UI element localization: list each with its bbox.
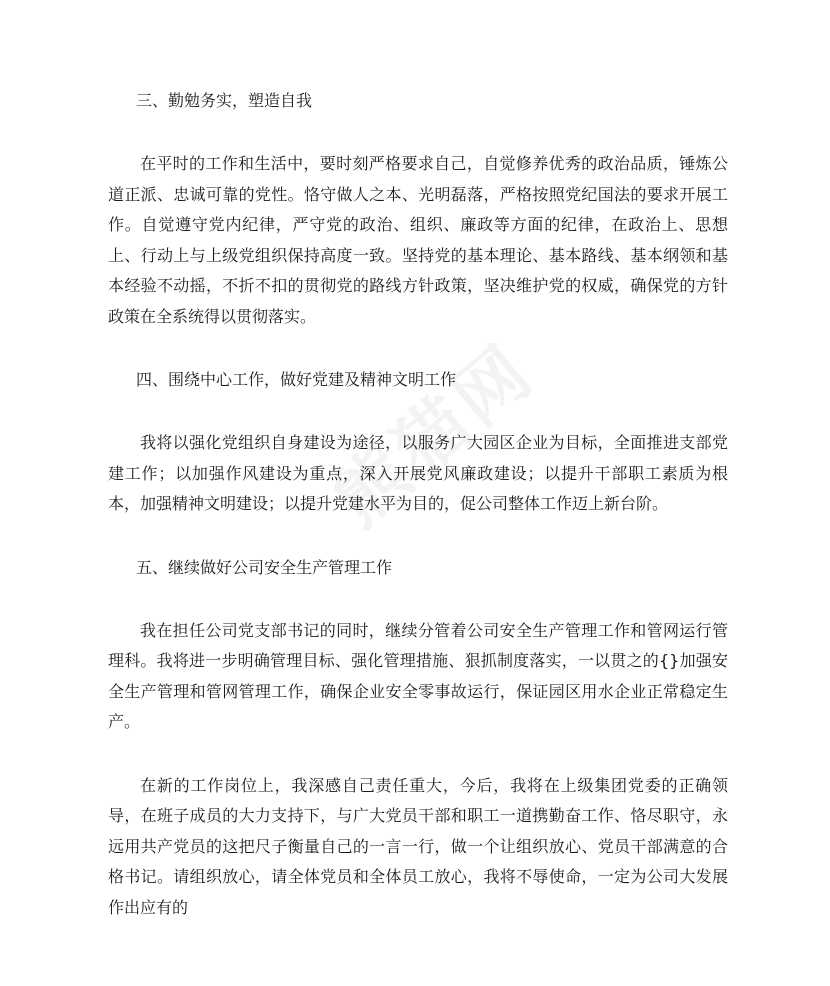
closing-paragraph: 在新的工作岗位上，我深感自己责任重大，今后，我将在上级集团党委的正确领导，在班子成员的大力支持下，与广大党员干部和职工一道携勤奋工作、恪尽职守，永远用共产党员的这把尺子衡量自己的一言一行，做一个让组织放心、党员干部满意的合格书记。请组织放心，请全体党员和全体员工放心，我将不辱使命，一定为公司大发展作出应有的: [108, 775, 728, 917]
section-heading-3: 三、勤勉务实，塑造自我: [136, 91, 313, 110]
section-4-paragraph: 我将以强化党组织自身建设为途径，以服务广大园区企业为目标，全面推进支部党建工作；以加强作风建设为重点，深入开展党风廉政建设；以提升干部职工素质为根本，加强精神文明建设；以提升党建水平为目的，促公司整体工作迈上新台阶。: [108, 433, 728, 513]
document-body: [108, 86, 728, 923]
section-5-paragraph: 我在担任公司党支部书记的同时，继续分管着公司安全生产管理工作和管网运行管理科。我将进一步明确管理目标、强化管理措施、狠抓制度落实，一以贯之的{}加强安全生产管理和管网管理工作，确保企业安全零事故运行，保证园区用水企业正常稳定生产。: [108, 620, 728, 731]
section-heading-5: 五、继续做好公司安全生产管理工作: [136, 557, 393, 577]
section-heading-4: 四、围绕中心工作，做好党建及精神文明工作: [136, 370, 457, 389]
section-3-paragraph: 在平时的工作和生活中，要时刻严格要求自己，自觉修养优秀的政治品质，锤炼公道正派、忠诚可靠的党性。恪守做人之本、光明磊落，严格按照党纪国法的要求开展工作。自觉遵守党内纪律，严守党的政治、组织、廉政等方面的纪律，在政治上、思想上、行动上与上级党组织保持高度一致。坚持党的基本理论、基本路线、基本纲领和基本经验不动摇，不折不扣的贯彻党的路线方针政策，坚决维护党的权威，确保党的方针政策在全系统得以贯彻落实。: [108, 154, 728, 326]
